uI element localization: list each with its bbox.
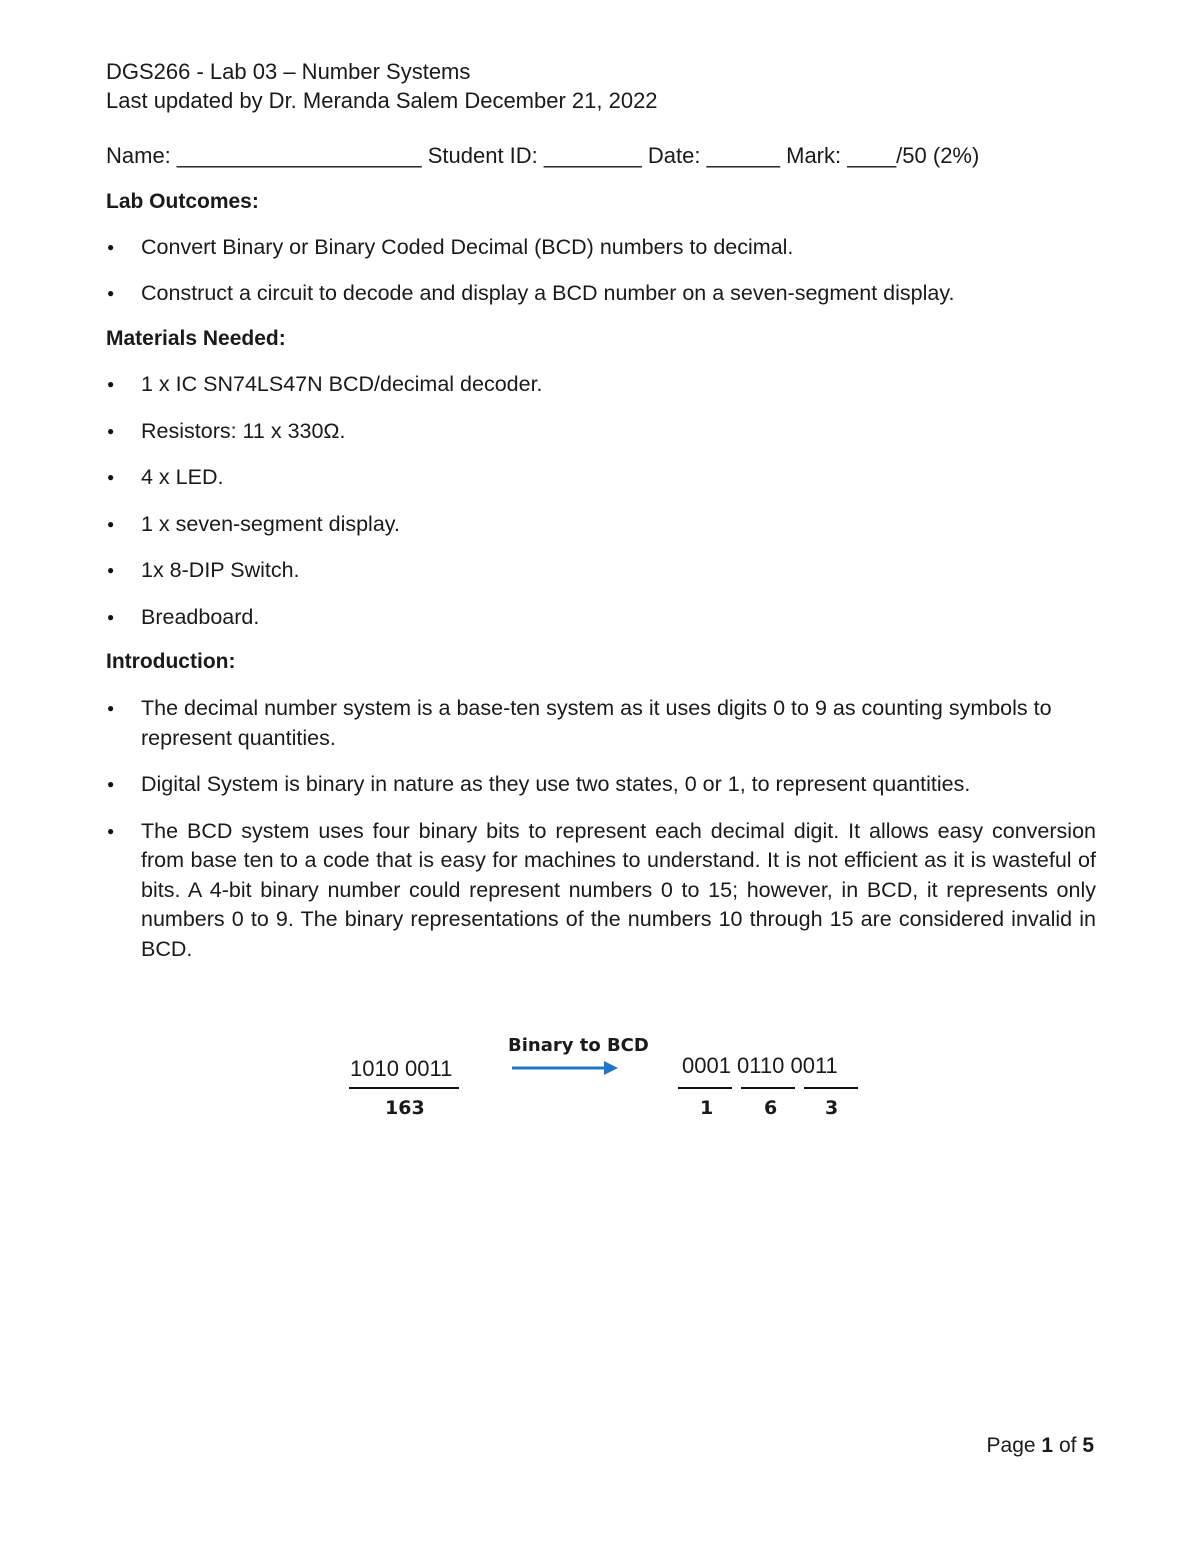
binary-to-bcd-diagram [0,1020,1200,1140]
page-word: Page [986,1434,1036,1457]
bcd-value: 0001 0110 0011 [682,1053,838,1078]
list-item: ● 1x 8-DIP Switch. [106,556,1096,586]
arrow-label: Binary to BCD [508,1035,649,1056]
arrow-right-icon [510,1058,622,1078]
bcd-underline [678,1087,732,1089]
list-item: ● Construct a circuit to decode and display a BCD number on a seven-segment display. [106,279,1096,309]
lab-title: DGS266 - Lab 03 – Number Systems [106,59,471,84]
introduction-list [106,694,1096,964]
total-pages: 5 [1082,1434,1094,1457]
bcd-underline [741,1087,795,1089]
list-item: ● The BCD system uses four binary bits to represent each decimal digit. It allows easy conversion from base ten to a code that is easy for machines to understand. It is not efficient as it is wasteful of bits. A 4-bit binary number could represent numbers 0 to 15; however, in BCD, it represents only numbers 0 to 9. The binary representations of the numbers 10 through 15 are considered invalid in BCD. [106,817,1096,965]
decimal-value: 163 [385,1097,425,1119]
bcd-digit: 3 [825,1097,839,1119]
outcomes-list [106,233,1096,308]
list-item: ● 1 x IC SN74LS47N BCD/decimal decoder. [106,370,1096,400]
list-item: ● 1 x seven-segment display. [106,510,1096,540]
list-item: ● Convert Binary or Binary Coded Decimal (BCD) numbers to decimal. [106,233,1096,263]
list-item: ● The decimal number system is a base-ten system as it uses digits 0 to 9 as counting symbols to represent quantities. [106,694,1096,753]
materials-heading: Materials Needed: [106,327,286,350]
list-item: ● 4 x LED. [106,463,1096,493]
current-page: 1 [1041,1434,1054,1457]
bcd-digit: 1 [700,1097,714,1119]
materials-list [106,370,1096,632]
bcd-digit: 6 [764,1097,778,1119]
list-item: ● Digital System is binary in nature as they use two states, 0 or 1, to represent quantities. [106,770,1096,800]
outcomes-heading: Lab Outcomes: [106,190,259,213]
introduction-heading: Introduction: [106,650,236,673]
last-updated: Last updated by Dr. Meranda Salem December 21, 2022 [106,88,658,113]
of-word: of [1058,1434,1077,1457]
binary-underline [349,1087,459,1089]
list-item: ● Breadboard. [106,603,1096,633]
page-number [987,1432,1094,1460]
list-item: ● Resistors: 11 x 330Ω. [106,417,1096,447]
bcd-underline [804,1087,858,1089]
binary-value: 1010 0011 [350,1056,453,1081]
student-info-line: Name: ____________________ Student ID: ________ Date: ______ Mark: ____/50 (2%) [106,143,980,168]
